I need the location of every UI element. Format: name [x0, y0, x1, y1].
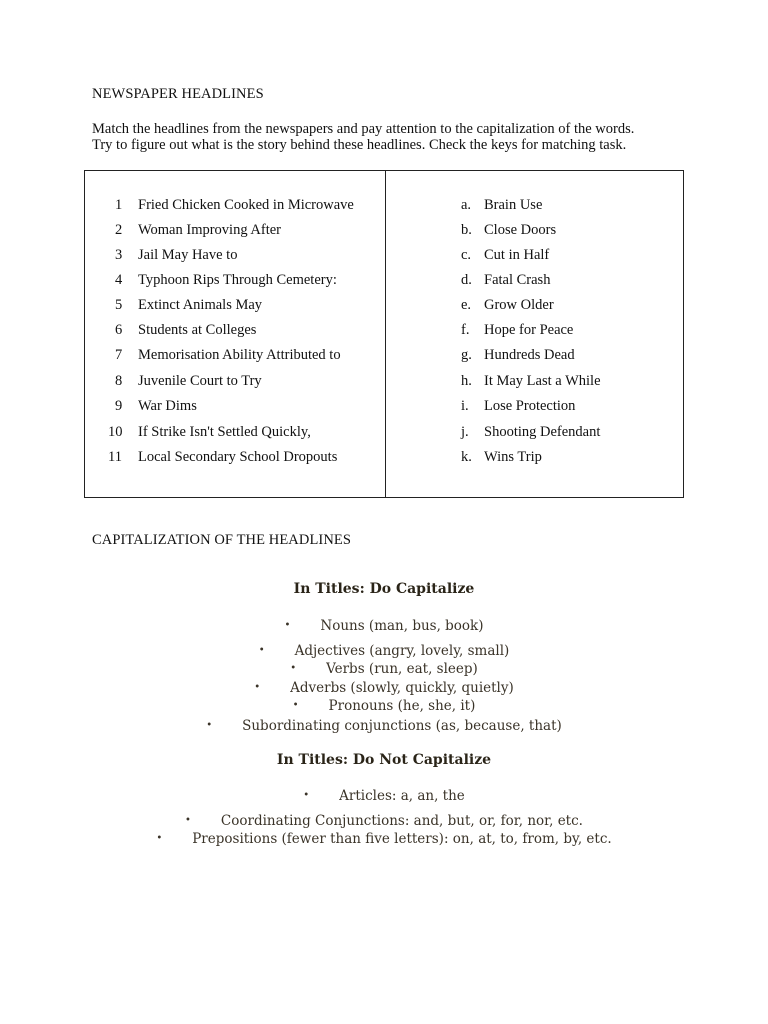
headline-text: Memorisation Ability Attributed to — [138, 347, 341, 363]
rule-item — [0, 680, 768, 696]
headline-number: 5 — [115, 297, 123, 313]
bullet-icon: • — [206, 720, 213, 731]
headline-text: Local Secondary School Dropouts — [138, 449, 338, 465]
column-divider — [385, 171, 386, 497]
headline-number: 1 — [115, 197, 123, 213]
rule-text: Articles: a, an, the — [339, 788, 465, 804]
page-title: NEWSPAPER HEADLINES — [92, 86, 264, 102]
headline-number: 11 — [108, 449, 122, 465]
ending-text: Cut in Half — [484, 247, 550, 263]
rule-item — [0, 698, 768, 714]
headline-text: If Strike Isn't Settled Quickly, — [138, 424, 311, 440]
rule-item — [0, 661, 768, 677]
ending-letter: d. — [461, 272, 472, 288]
ending-text: Close Doors — [484, 222, 557, 238]
rule-item — [0, 718, 768, 734]
headline-number: 2 — [115, 222, 123, 238]
headline-text: Typhoon Rips Through Cemetery: — [138, 272, 337, 288]
headline-text: Woman Improving After — [138, 222, 281, 238]
rule-text: Adverbs (slowly, quickly, quietly) — [290, 680, 514, 696]
headline-number: 9 — [115, 398, 123, 414]
ending-text: Lose Protection — [484, 398, 576, 414]
bullet-icon: • — [254, 682, 261, 693]
ending-text: Grow Older — [484, 297, 554, 313]
do-not-capitalize-title: In Titles: Do Not Capitalize — [276, 752, 492, 768]
rule-item — [0, 813, 768, 829]
ending-letter: a. — [461, 197, 472, 213]
headline-text: War Dims — [138, 398, 197, 414]
headline-text: Juvenile Court to Try — [138, 373, 262, 389]
headline-number: 7 — [115, 347, 123, 363]
rule-text: Nouns (man, bus, book) — [320, 618, 484, 634]
intro-paragraph — [92, 121, 732, 153]
headline-text: Students at Colleges — [138, 322, 257, 338]
ending-letter: i. — [461, 398, 469, 414]
ending-letter: c. — [461, 247, 472, 263]
intro-line: Match the headlines from the newspapers and pay attention to the capitalization of the words. — [92, 121, 635, 137]
intro-line: Try to figure out what is the story behind these headlines. Check the keys for matching task. — [92, 137, 627, 153]
rule-text: Subordinating conjunctions (as, because, that) — [242, 718, 562, 734]
ending-text: Wins Trip — [484, 449, 542, 465]
rule-text: Coordinating Conjunctions: and, but, or, for, nor, etc. — [220, 813, 583, 829]
rule-item — [0, 618, 768, 634]
bullet-icon: • — [292, 700, 299, 711]
ending-letter: h. — [461, 373, 472, 389]
ending-text: Fatal Crash — [484, 272, 551, 288]
headline-number: 8 — [115, 373, 123, 389]
ending-letter: g. — [461, 347, 472, 363]
rule-text: Adjectives (angry, lovely, small) — [294, 643, 510, 659]
ending-text: Shooting Defendant — [484, 424, 601, 440]
bullet-icon: • — [156, 833, 163, 844]
bullet-icon: • — [258, 645, 265, 656]
matching-table — [84, 170, 684, 498]
ending-letter: k. — [461, 449, 472, 465]
section-heading: CAPITALIZATION OF THE HEADLINES — [92, 532, 352, 548]
headline-text: Extinct Animals May — [138, 297, 263, 313]
ending-text: It May Last a While — [484, 373, 601, 389]
rule-item — [0, 643, 768, 659]
headline-text: Jail May Have to — [138, 247, 238, 263]
bullet-icon: • — [284, 620, 291, 631]
bullet-icon: • — [290, 663, 297, 674]
bullet-icon: • — [185, 815, 191, 826]
do-capitalize-title: In Titles: Do Capitalize — [293, 581, 475, 597]
ending-letter: j. — [461, 424, 469, 440]
rule-text: Pronouns (he, she, it) — [328, 698, 476, 714]
bullet-icon: • — [303, 790, 310, 801]
ending-text: Hundreds Dead — [484, 347, 575, 363]
headline-number: 6 — [115, 322, 123, 338]
ending-letter: e. — [461, 297, 472, 313]
rule-item — [0, 788, 768, 804]
ending-letter: f. — [461, 322, 470, 338]
rule-text: Prepositions (fewer than five letters): on, at, to, from, by, etc. — [192, 831, 612, 847]
rule-item — [0, 831, 768, 847]
headline-number: 3 — [115, 247, 123, 263]
ending-letter: b. — [461, 222, 472, 238]
headline-number: 4 — [115, 272, 123, 288]
ending-text: Hope for Peace — [484, 322, 574, 338]
ending-text: Brain Use — [484, 197, 543, 213]
headline-number: 10 — [108, 424, 123, 440]
rule-text: Verbs (run, eat, sleep) — [326, 661, 478, 677]
headline-text: Fried Chicken Cooked in Microwave — [138, 197, 354, 213]
